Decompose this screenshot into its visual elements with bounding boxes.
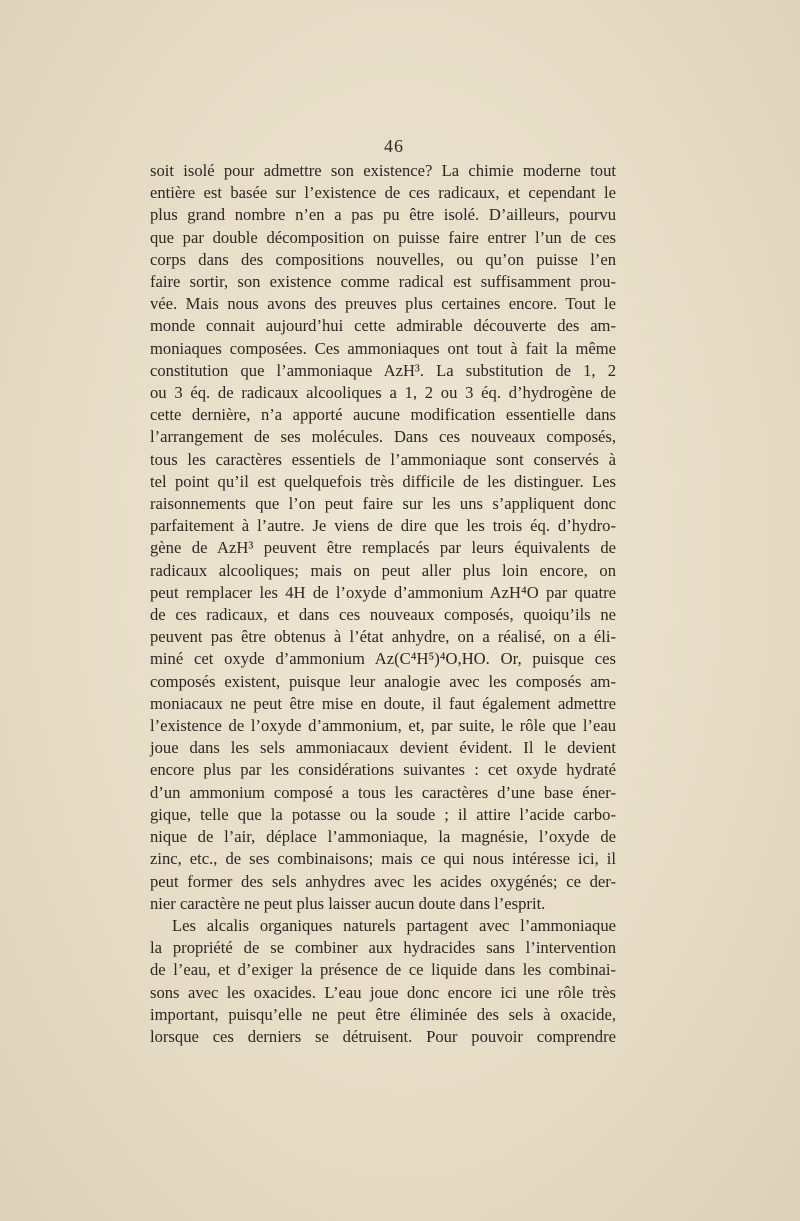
text-line: vée. Mais nous avons des preuves plus certaines encore. Tout le [150, 294, 616, 314]
text-line: entière est basée sur l’existence de ces radicaux, et cependant le [150, 183, 616, 203]
text-line: parfaitement à l’autre. Je viens de dire que les trois éq. d’hydro- [150, 516, 616, 536]
text-line: l’arrangement de ses molécules. Dans ces nouveaux composés, [150, 427, 616, 447]
text-line: lorsque ces derniers se détruisent. Pour pouvoir comprendre [150, 1026, 616, 1046]
text-line: nier caractère ne peut plus laisser aucun doute dans l’esprit. [150, 893, 546, 913]
text-line: zinc, etc., de ses combinaisons; mais ce qui nous intéresse ici, il [150, 849, 616, 869]
text-line: encore plus par les considérations suivantes : cet oxyde hydraté [150, 760, 616, 780]
text-line: faire sortir, son existence comme radical est suffisamment prou- [150, 272, 616, 292]
text-line: peut remplacer les 4H de l’oxyde d’ammonium AzH⁴O par quatre [150, 582, 616, 602]
text-line: Les alcalis organiques naturels partagent avec l’ammoniaque [172, 915, 616, 935]
text-line: cette dernière, n’a apporté aucune modification essentielle dans [150, 405, 616, 425]
text-line: tous les caractères essentiels de l’ammoniaque sont conservés à [150, 449, 616, 469]
text-line: joue dans les sels ammoniacaux devient évident. Il le devient [150, 738, 616, 758]
text-line: monde connait aujourd’hui cette admirable découverte des am- [150, 316, 616, 336]
text-line: gène de AzH³ peuvent être remplacés par leurs équivalents de [150, 538, 616, 558]
page-number: 46 [384, 136, 404, 156]
text-line: que par double décomposition on puisse faire entrer l’un de ces [150, 227, 616, 247]
text-line: composés existent, puisque leur analogie avec les composés am- [150, 671, 616, 691]
body-text [150, 160, 616, 1048]
text-line: corps dans des compositions nouvelles, ou qu’on puisse l’en [150, 249, 616, 269]
text-line: tel point qu’il est quelquefois très difficile de les distinguer. Les [150, 471, 616, 491]
text-line: la propriété de se combiner aux hydracides sans l’intervention [150, 938, 616, 958]
text-line: de l’eau, et d’exiger la présence de ce liquide dans les combinai- [150, 960, 616, 980]
text-line: raisonnements que l’on peut faire sur les uns s’appliquent donc [150, 494, 616, 514]
text-line: de ces radicaux, et dans ces nouveaux composés, quoiqu’ils ne [150, 605, 616, 625]
text-line: ou 3 éq. de radicaux alcooliques a 1, 2 ou 3 éq. d’hydrogène de [150, 383, 616, 403]
text-line: plus grand nombre n’en a pas pu être isolé. D’ailleurs, pourvu [150, 205, 616, 225]
text-line: nique de l’air, déplace l’ammoniaque, la magnésie, l’oxyde de [150, 827, 616, 847]
text-line: sons avec les oxacides. L’eau joue donc encore ici une rôle très [150, 982, 616, 1002]
text-line: d’un ammonium composé a tous les caractères d’une base éner- [150, 782, 616, 802]
text-line: radicaux alcooliques; mais on peut aller plus loin encore, on [150, 560, 616, 580]
text-line: moniaques composées. Ces ammoniaques ont tout à fait la même [150, 338, 616, 358]
text-line: soit isolé pour admettre son existence? La chimie moderne tout [150, 161, 616, 180]
text-line: constitution que l’ammoniaque AzH³. La substitution de 1, 2 [150, 360, 616, 380]
text-line: moniacaux ne peut être mise en doute, il faut également admettre [150, 693, 616, 713]
text-line: important, puisqu’elle ne peut être éliminée des sels à oxacide, [150, 1004, 616, 1024]
text-line: peut former des sels anhydres avec les acides oxygénés; ce der- [150, 871, 616, 891]
text-line: peuvent pas être obtenus à l’état anhydre, on a réalisé, on a éli- [150, 627, 616, 647]
text-line: miné cet oxyde d’ammonium Az(C⁴H⁵)⁴O,HO. Or, puisque ces [150, 649, 616, 669]
text-line: gique, telle que la potasse ou la soude ; il attire l’acide carbo- [150, 804, 616, 824]
text-line: l’existence de l’oxyde d’ammonium, et, par suite, le rôle que l’eau [150, 716, 616, 736]
